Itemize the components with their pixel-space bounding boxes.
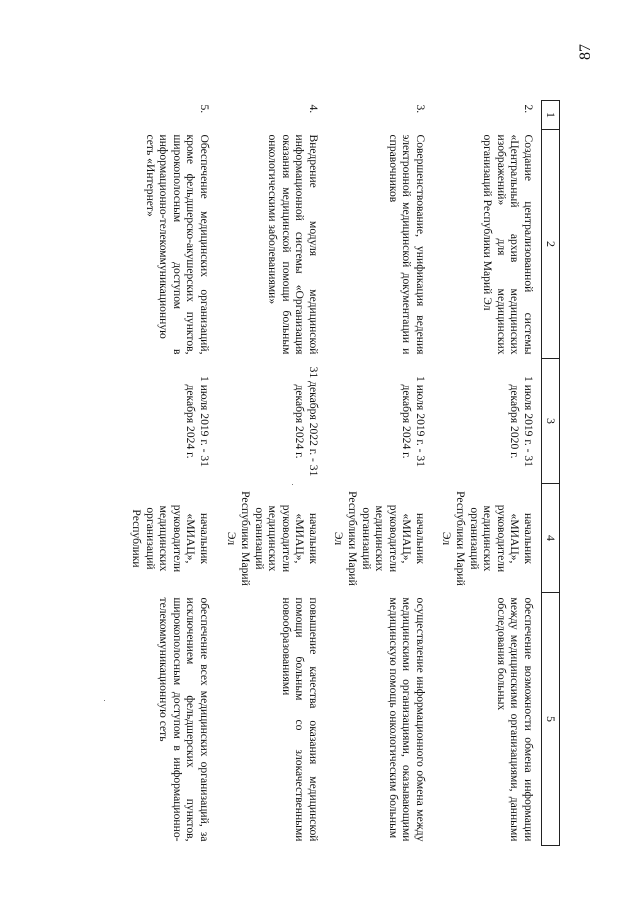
event-cell: Внедрение модуля медицинской информационной системы «Организация оказания медицинской помощи больным онкологическими заболеваниями»	[266, 134, 320, 355]
page-number: 87	[577, 44, 594, 60]
table-row	[101, 101, 217, 846]
rotated-table-container	[102, 100, 560, 840]
table-row	[433, 101, 542, 846]
result-cell: обеспечение всех медицинских организаций, за исключением фельдшерских пунктов, широкополосным доступом в информационно-телекоммуникационную сеть	[157, 597, 211, 842]
row-number: 2.	[522, 104, 535, 114]
header-col-3: 3	[542, 359, 560, 484]
event-cell: Создание централизованной системы «Центральный архив медицинских изображений» для медицинских организаций Республики Марий Эл	[481, 134, 535, 355]
row-number: 5.	[198, 104, 211, 114]
header-col-2: 2	[542, 130, 560, 359]
responsible-cell: начальник «МИАЦ», руководители медицинских организаций Республики Марий Эл	[440, 491, 535, 586]
header-col-5: 5	[542, 593, 560, 846]
table-header-row	[542, 101, 560, 846]
event-cell: Совершенствование, унификация ведения электронной медицинской документации и справочников	[386, 134, 427, 355]
period-cell: 1 июля 2019 г. - 31 декабря 2020 г.	[508, 376, 535, 467]
result-cell: повышение качества оказания медицинской помощи больным со злокачественными новообразованиями	[279, 597, 320, 842]
result-cell: обеспечение возможности обмена информации между медицинскими организациями, данными обследования больных	[494, 597, 535, 842]
table-row	[326, 101, 433, 846]
header-col-4: 4	[542, 484, 560, 593]
table-row	[217, 101, 326, 846]
result-cell: осуществление информационного обмена между медицинскими организациями, оказывающими медицинскую помощь онкологическим больным	[386, 597, 427, 842]
responsible-cell: начальник «МИАЦ», руководители медицинских организаций Республики	[130, 504, 211, 573]
responsible-cell: начальник «МИАЦ», руководители медицинских организаций Республики Марий Эл	[225, 491, 320, 586]
period-cell: 1 июля 2019 г. - 31 декабря 2024 г.	[400, 376, 427, 467]
period-cell: 1 июля 2019 г. - 31 декабря 2024 г.	[184, 376, 211, 467]
period-cell: 31 декабря 2022 г. - 31 декабря 2024 г.	[293, 366, 320, 477]
header-col-1: 1	[542, 101, 560, 130]
event-cell: Обеспечение медицинских организаций, кроме фельдшерско-акушерских пунктов, широкополосным доступом в информационно-телекоммуникационную сеть «Интернет»	[143, 134, 211, 355]
activities-table	[101, 100, 560, 846]
row-number: 4.	[307, 104, 320, 114]
row-number: 3.	[414, 104, 427, 114]
responsible-cell: начальник «МИАЦ», руководители медицинских организаций Республики Марий Эл	[332, 491, 427, 586]
